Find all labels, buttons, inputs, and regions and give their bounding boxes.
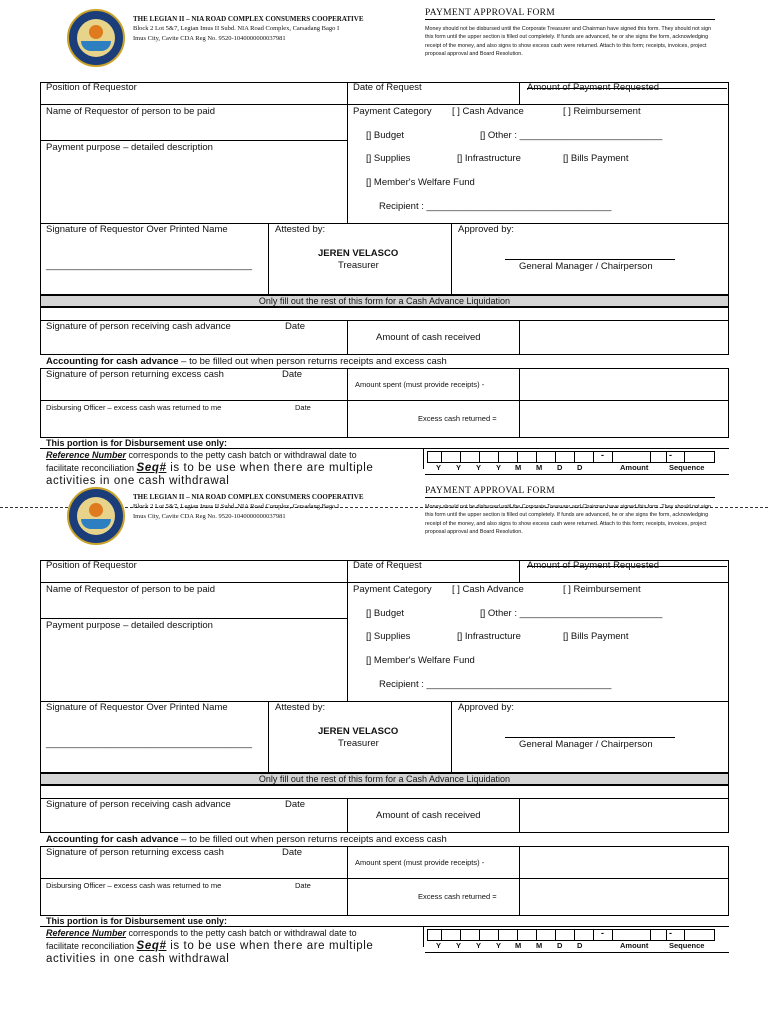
reimbursement-checkbox[interactable]: [ ] Reimbursement [563, 584, 641, 595]
budget-checkbox[interactable]: [] Budget [366, 608, 405, 619]
bills-payment-checkbox[interactable]: [] Bills Payment [563, 153, 629, 164]
org-header [133, 14, 364, 44]
cash-advance-checkbox[interactable]: [ ] Cash Advance [452, 584, 524, 595]
code-sequence-label: Sequence [669, 941, 705, 950]
attested-by-label: Attested by: [275, 702, 326, 713]
code-letter-y3: Y [476, 463, 482, 472]
infrastructure-checkbox[interactable]: [] Infrastructure [457, 153, 521, 164]
signature-requestor-line[interactable]: _______________________________________ [46, 738, 253, 749]
accounting-heading-bold: Accounting for cash advance [46, 834, 179, 845]
code-amount-label: Amount [620, 941, 649, 950]
code-letter-d1: D [557, 463, 563, 472]
form-instructions: Money should not be disbursed until the Corporate Treasurer and Chairman have signed this form. They should not sign this form until the upper section is filled out completely. If funds are advanced, he or she signs the form, acknowledging receipt of the money, and also signs to show excess cash were returned. Attach to this form; receipts, invoices, project proposal approval and Board Resolution. [425, 504, 712, 535]
seq-text: is to be use when there are multiple [166, 462, 374, 474]
accounting-heading-rest: – to be filled out when person returns receipts and excess cash [178, 834, 447, 845]
cash-advance-checkbox[interactable]: [ ] Cash Advance [452, 106, 524, 117]
signature-returning-label: Signature of person returning excess cash [46, 847, 224, 858]
other-checkbox[interactable]: [] Other : ___________________________ [480, 130, 663, 141]
code-dash-2: - [669, 928, 672, 938]
org-name: THE LEGIAN II – NIA ROAD COMPLEX CONSUMERS COOPERATIVE [133, 493, 364, 501]
amount-requested-field[interactable]: Amount of Payment Requested [527, 560, 660, 571]
seq-label: Seq# [136, 940, 167, 952]
form-title: PAYMENT APPROVAL FORM [425, 486, 715, 498]
accounting-heading [46, 834, 447, 846]
attested-by-label: Attested by: [275, 224, 326, 235]
treasurer-name: JEREN VELASCO [318, 726, 399, 737]
seq-text: is to be use when there are multiple [166, 940, 374, 952]
reference-number-label: Reference Number [46, 928, 127, 938]
infrastructure-checkbox[interactable]: [] Infrastructure [457, 631, 521, 642]
code-letter-y4: Y [496, 463, 502, 472]
payment-category-label: Payment Category [353, 584, 432, 595]
disbursing-date-field[interactable]: Date [295, 881, 311, 890]
org-address-1: Block 2 Lot 5&7, Legian Imus II Subd. NIA Road Complex, Carsadang Bago I [133, 503, 340, 510]
disbursing-officer-label: Disbursing Officer – excess cash was returned to me [46, 881, 222, 890]
members-welfare-checkbox[interactable]: [] Member's Welfare Fund [366, 655, 475, 666]
receiving-date-field[interactable]: Date [285, 799, 306, 810]
amount-spent-field[interactable]: Amount spent (must provide receipts) - [355, 858, 485, 867]
budget-checkbox[interactable]: [] Budget [366, 130, 405, 141]
reference-text-3: activities in one cash withdrawal [46, 475, 230, 487]
code-letter-m1: M [515, 941, 522, 950]
reference-text-1: corresponds to the petty cash batch or withdrawal date to [126, 928, 357, 938]
excess-cash-returned-field[interactable]: Excess cash returned = [418, 892, 497, 901]
code-letter-m2: M [536, 941, 543, 950]
signature-receiving-label: Signature of person receiving cash advance [46, 321, 231, 332]
reference-text-3: activities in one cash withdrawal [46, 953, 230, 965]
receiving-date-field[interactable]: Date [285, 321, 306, 332]
liquidation-banner: Only fill out the rest of this form for a Cash Advance Liquidation [40, 773, 729, 785]
code-sequence-label: Sequence [669, 463, 705, 472]
payment-approval-form [0, 0, 768, 487]
other-checkbox[interactable]: [] Other : ___________________________ [480, 608, 663, 619]
code-dash-1: - [601, 928, 604, 938]
disbursement-heading: This portion is for Disbursement use only: [46, 916, 228, 926]
gm-chairperson-title: General Manager / Chairperson [519, 739, 653, 750]
reference-number-label: Reference Number [46, 450, 127, 460]
payment-purpose-field[interactable]: Payment purpose – detailed description [46, 620, 213, 631]
code-letter-y1: Y [436, 463, 442, 472]
reference-text-1: corresponds to the petty cash batch or withdrawal date to [126, 450, 357, 460]
treasurer-title: Treasurer [338, 738, 379, 749]
reference-text-2: facilitate reconciliation [46, 463, 137, 473]
signature-requestor-label: Signature of Requestor Over Printed Name [46, 224, 228, 235]
amount-requested-field[interactable]: Amount of Payment Requested [527, 82, 660, 93]
name-of-requestor-field[interactable]: Name of Requestor of person to be paid [46, 106, 215, 117]
position-of-requestor-field[interactable]: Position of Requestor [46, 82, 137, 93]
amount-received-field[interactable]: Amount of cash received [376, 332, 481, 343]
accounting-heading-rest: – to be filled out when person returns receipts and excess cash [178, 356, 447, 367]
amount-received-field[interactable]: Amount of cash received [376, 810, 481, 821]
treasurer-title: Treasurer [338, 260, 379, 271]
returning-date-field[interactable]: Date [282, 369, 303, 380]
payment-category-label: Payment Category [353, 106, 432, 117]
code-letter-d2: D [577, 463, 583, 472]
date-of-request-field[interactable]: Date of Request [353, 560, 422, 571]
payment-approval-form [0, 478, 768, 965]
disbursing-date-field[interactable]: Date [295, 403, 311, 412]
name-of-requestor-field[interactable]: Name of Requestor of person to be paid [46, 584, 215, 595]
treasurer-name: JEREN VELASCO [318, 248, 399, 259]
reimbursement-checkbox[interactable]: [ ] Reimbursement [563, 106, 641, 117]
recipient-field[interactable]: Recipient : ___________________________________ [379, 201, 612, 212]
cooperative-seal-logo [67, 487, 125, 545]
accounting-heading-bold: Accounting for cash advance [46, 356, 179, 367]
payment-purpose-field[interactable]: Payment purpose – detailed description [46, 142, 213, 153]
code-dash-2: - [669, 450, 672, 460]
form-title: PAYMENT APPROVAL FORM [425, 8, 715, 20]
code-letter-y3: Y [476, 941, 482, 950]
signature-requestor-line[interactable]: _______________________________________ [46, 260, 253, 271]
code-letter-m2: M [536, 463, 543, 472]
signature-receiving-label: Signature of person receiving cash advance [46, 799, 231, 810]
accounting-heading [46, 356, 447, 368]
disbursement-heading: This portion is for Disbursement use only: [46, 438, 228, 448]
liquidation-banner: Only fill out the rest of this form for a Cash Advance Liquidation [40, 295, 729, 307]
org-header [133, 492, 364, 522]
signature-requestor-label: Signature of Requestor Over Printed Name [46, 702, 228, 713]
code-letter-m1: M [515, 463, 522, 472]
code-letter-y4: Y [496, 941, 502, 950]
date-of-request-field[interactable]: Date of Request [353, 82, 422, 93]
code-letter-y1: Y [436, 941, 442, 950]
reference-number-description [46, 927, 416, 966]
supplies-checkbox[interactable]: [] Supplies [366, 153, 411, 164]
code-amount-label: Amount [620, 463, 649, 472]
excess-cash-returned-field[interactable]: Excess cash returned = [418, 414, 497, 423]
approved-by-label: Approved by: [458, 224, 514, 235]
approved-by-label: Approved by: [458, 702, 514, 713]
code-letter-y2: Y [456, 941, 462, 950]
form-instructions: Money should not be disbursed until the Corporate Treasurer and Chairman have signed this form. They should not sign this form until the upper section is filled out completely. If funds are advanced, he or she signs the form, acknowledging receipt of the money, and also signs to show excess cash were returned. Attach to this form; receipts, invoices, project proposal approval and Board Resolution. [425, 26, 712, 57]
supplies-checkbox[interactable]: [] Supplies [366, 631, 411, 642]
disbursing-officer-label: Disbursing Officer – excess cash was returned to me [46, 403, 222, 412]
org-address-2: Imus City, Cavite CDA Reg No. 9520-1040000000037981 [133, 35, 286, 42]
code-letter-y2: Y [456, 463, 462, 472]
gm-chairperson-title: General Manager / Chairperson [519, 261, 653, 272]
recipient-field[interactable]: Recipient : ___________________________________ [379, 679, 612, 690]
seq-label: Seq# [136, 462, 167, 474]
members-welfare-checkbox[interactable]: [] Member's Welfare Fund [366, 177, 475, 188]
org-name: THE LEGIAN II – NIA ROAD COMPLEX CONSUMERS COOPERATIVE [133, 15, 364, 23]
position-of-requestor-field[interactable]: Position of Requestor [46, 560, 137, 571]
signature-returning-label: Signature of person returning excess cash [46, 369, 224, 380]
code-letter-d2: D [577, 941, 583, 950]
org-address-1: Block 2 Lot 5&7, Legian Imus II Subd. NIA Road Complex, Carsadang Bago I [133, 25, 340, 32]
amount-spent-field[interactable]: Amount spent (must provide receipts) - [355, 380, 485, 389]
cooperative-seal-logo [67, 9, 125, 67]
org-address-2: Imus City, Cavite CDA Reg No. 9520-1040000000037981 [133, 513, 286, 520]
reference-text-2: facilitate reconciliation [46, 941, 137, 951]
code-letter-d1: D [557, 941, 563, 950]
code-dash-1: - [601, 450, 604, 460]
returning-date-field[interactable]: Date [282, 847, 303, 858]
bills-payment-checkbox[interactable]: [] Bills Payment [563, 631, 629, 642]
